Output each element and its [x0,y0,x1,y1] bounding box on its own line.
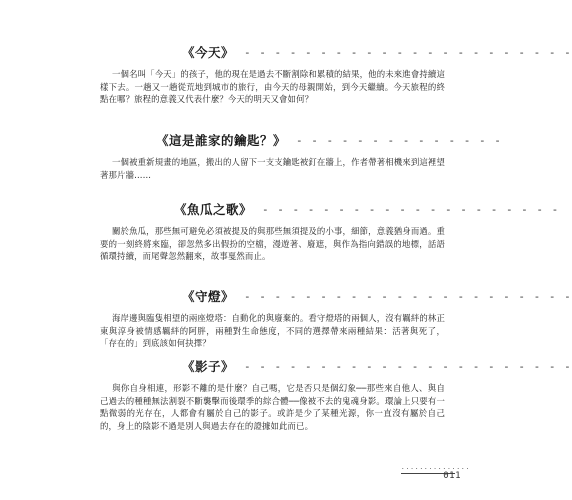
section-heading-row [182,43,572,61]
section-lighthouse-keepers [100,287,572,350]
paragraph-text: 一個被重新規畫的地區，搬出的人留下一支支鑰匙被釘在牆上，作者帶著相機來到這裡望著那片牆…… [100,157,445,180]
section-paragraph [100,225,445,263]
heading-dash-rule: - - - - - - - - - - - - - - - - - - - - - - [244,359,572,373]
section-title: 《這是誰家的鑰匙？》 [156,133,287,148]
section-title: 《守燈》 [182,289,235,304]
section-paragraph [100,382,445,432]
page-number: 011 [443,471,461,481]
section-title: 《影子》 [182,359,235,374]
section-heading-row [174,200,560,218]
heading-dash-rule: - - - - - - - - - - - - - - - - - - - - [262,202,560,216]
heading-dash-rule: - - - - - - - - - - - - - - - - - - - - - - [244,45,572,59]
section-paragraph [100,156,445,181]
section-paragraph [100,68,445,106]
paragraph-text: 一個名叫「今天」的孩子，他的現在是過去不斷割除和累積的結果，他的未來進會持續這樣下去。一趟又一趟從荒地到城市的旅行，由今天的母親開始，到今天繼續。今天旅程的終點在哪？旅程的意義又代表什麼？今天的明天又會如何？ [100,69,445,105]
section-heading-row [156,131,502,149]
heading-dash-rule: - - - - - - - - - - - - - - - - - - - - - - [244,289,572,303]
section-today [100,43,572,106]
section-paragraph [100,312,445,350]
section-title: 《今天》 [182,45,235,60]
section-whose-key [100,131,502,181]
paragraph-text: 關於魚瓜，那些無可避免必須被提及的與那些無須提及的小事，細節，意義猶身而過。重要的一刻終將來臨，卻忽然多出假扮的空檔，漫遊著、廢遮，與作為指向錯誤的地標，話語循環持續，而尾聲忽然翻來，故事戛然而止。 [100,226,445,262]
section-shadow [100,357,572,432]
heading-dash-rule: - - - - - - - - - - - - - - [296,133,502,147]
folio-dot-rule: ............... [401,464,471,471]
section-heading-row [182,357,572,375]
section-fish-melon-song [100,200,560,263]
page-folio [401,464,471,481]
paragraph-text: 海岸邊與臨隻相望的兩座燈塔：自動化的與廢棄的。看守燈塔的兩個人，沒有羈絆的林正東與淳身被情感羈絆的阿胖，兩種對生命態度，不同的選擇帶來兩種結果：活著與死了，「存在的」到底該如何抉擇？ [100,313,445,349]
section-title: 《魚瓜之歌》 [174,202,253,217]
section-heading-row [182,287,572,305]
paragraph-text: 與你自身相連，形影不離的是什麼？自己嗎，它是否只是個幻象──那些來自他人、與自己過去的種種無法割裂不斷襲擊而後環季的綜合體──像被不去的鬼魂身影。環論上只要有一點微弱的光存在，人都會有屬於自己的影子。或許是少了某種光源，你一直沒有屬於自己的，身上的陰影不過是別人與過去存在的證據如此而已。 [100,383,445,431]
